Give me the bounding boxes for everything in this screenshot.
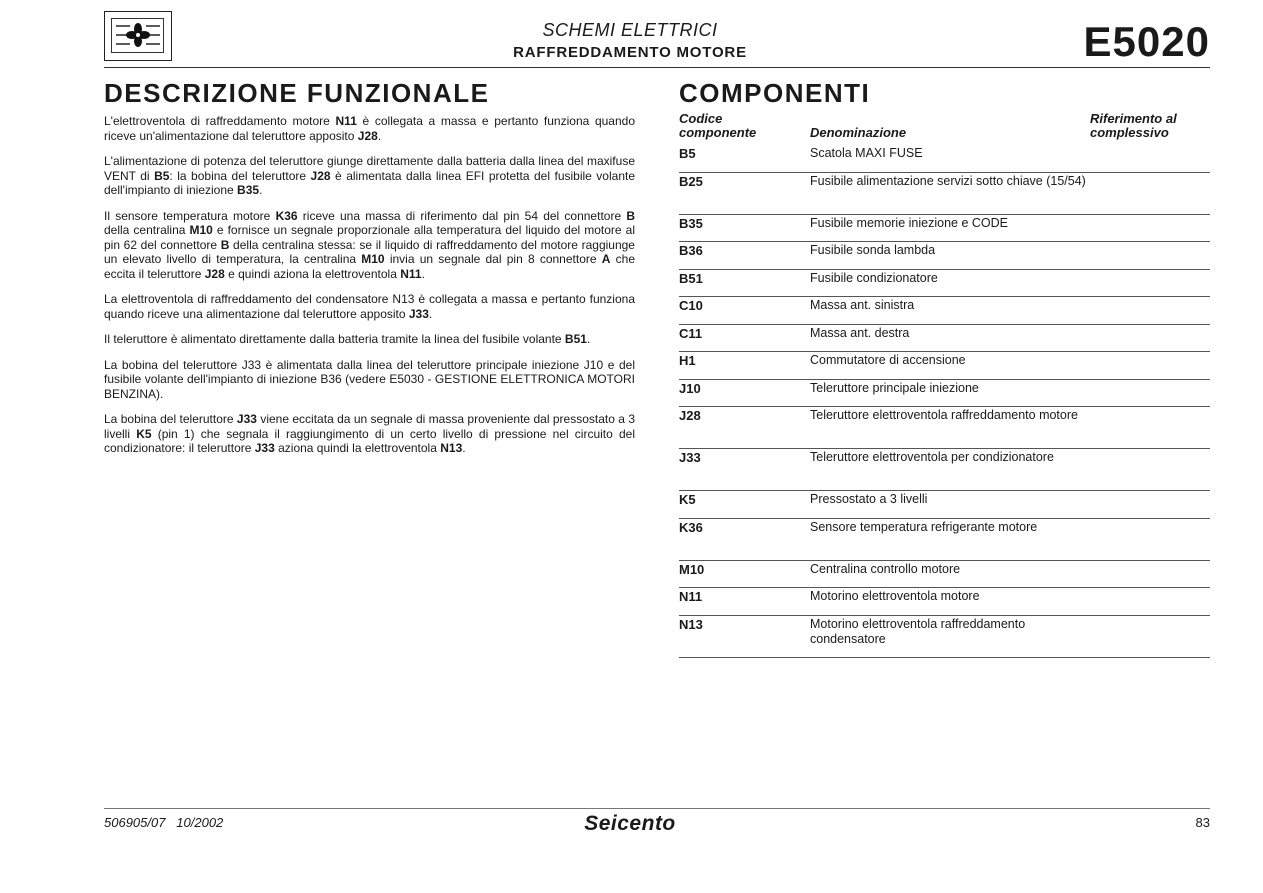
component-code: B36 xyxy=(679,243,703,258)
document-subtitle: RAFFREDDAMENTO MOTORE xyxy=(513,44,747,61)
fan-logo-icon xyxy=(104,11,172,61)
components-heading: COMPONENTI xyxy=(679,78,871,108)
component-code: N11 xyxy=(679,589,703,604)
component-name: Motorino elettroventola motore xyxy=(810,589,980,603)
brand-logo: Seicento xyxy=(584,812,676,835)
description-paragraph: L'alimentazione di potenza del teleruttore giunge direttamente dalla batteria dalla linea del maxifuse VENT di B5: la bobina del teleruttore J28 è alimentata dalla linea EFI protetta del fusibile volante dell'impianto di iniezione B35. xyxy=(104,154,636,197)
table-row xyxy=(679,324,1210,353)
component-name: Fusibile memorie iniezione e CODE xyxy=(810,215,1008,230)
footer-divider xyxy=(104,808,1210,809)
table-row xyxy=(679,269,1210,298)
column-header-reference: Riferimento al complessivo xyxy=(1090,111,1177,140)
component-name: Massa ant. sinistra xyxy=(810,298,915,312)
description-paragraph: L'elettroventola di raffreddamento motore N11 è collegata a massa e pertanto funziona quando riceve un'alimentazione dal teleruttore apposito J28. xyxy=(104,114,635,143)
table-row xyxy=(679,615,1210,658)
component-name: Fusibile condizionatore xyxy=(810,270,938,285)
table-row xyxy=(679,448,1210,491)
component-code: C10 xyxy=(679,298,703,313)
component-name: Pressostato a 3 livelli xyxy=(810,492,928,506)
table-row xyxy=(679,406,1210,449)
component-code: J33 xyxy=(679,450,701,465)
header-divider xyxy=(104,67,1210,68)
component-code: N13 xyxy=(679,616,703,632)
component-code: K5 xyxy=(679,492,696,507)
component-code: J28 xyxy=(679,408,701,423)
description-paragraph: Il sensore temperatura motore K36 riceve una massa di riferimento dal pin 54 del connettore B della centralina M10 e fornisce un segnale proporzionale alla temperatura del liquido del motore al pin 62 del connettore B della centralina stessa: se il liquido di raffreddamento del motore raggiunge un elevato livello di temperatura, la centralina M10 invia un segnale dal pin 8 connettore A che eccita il teleruttore J28 e quindi aziona la elettroventola N11. xyxy=(104,208,635,281)
component-name: Teleruttore elettroventola per condizionatore xyxy=(810,450,1054,464)
table-row xyxy=(679,351,1210,380)
table-row xyxy=(679,296,1210,325)
component-name: Teleruttore principale iniezione xyxy=(810,380,979,395)
description-heading: DESCRIZIONE FUNZIONALE xyxy=(104,78,490,108)
component-code: C11 xyxy=(679,325,703,341)
table-row xyxy=(679,560,1210,589)
component-code: K36 xyxy=(679,519,703,535)
table-row xyxy=(679,241,1210,270)
table-row xyxy=(679,172,1210,215)
description-body xyxy=(104,114,635,467)
section-code: E5020 xyxy=(1083,18,1210,65)
component-code: B5 xyxy=(679,146,696,161)
table-row xyxy=(679,518,1210,561)
component-name: Teleruttore elettroventola raffreddamento motore xyxy=(810,408,1078,422)
table-row xyxy=(679,144,1210,173)
doc-date: 10/2002 xyxy=(176,815,224,830)
component-name: Centralina controllo motore xyxy=(810,561,961,576)
component-name: Massa ant. destra xyxy=(810,325,910,340)
table-row xyxy=(679,379,1210,408)
component-code: B35 xyxy=(679,215,703,231)
component-name: Motorino elettroventola raffreddamento condensatore xyxy=(810,616,1026,646)
description-paragraph: La bobina del teleruttore J33 viene eccitata da un segnale di massa proveniente dal pressostato a 3 livelli K5 (pin 1) che segnala il raggiungimento di un certo livello di pressione nel circuito del condizionatore: il teleruttore J33 aziona quindi la elettroventola N13. xyxy=(104,412,635,455)
component-code: H1 xyxy=(679,353,696,368)
description-paragraph: La elettroventola di raffreddamento del condensatore N13 è collegata a massa e pertanto funziona quando riceve una alimentazione dal teleruttore apposito J33. xyxy=(104,292,635,321)
component-name: Sensore temperatura refrigerante motore xyxy=(810,519,1038,534)
description-paragraph: Il teleruttore è alimentato direttamente dalla batteria tramite la linea del fusibile volante B51. xyxy=(104,332,591,346)
page-number: 83 xyxy=(1195,815,1210,830)
document-title: SCHEMI ELETTRICI xyxy=(542,20,718,40)
component-name: Fusibile sonda lambda xyxy=(810,243,936,257)
table-row xyxy=(679,214,1210,243)
column-header-name: Denominazione xyxy=(810,125,907,140)
radiator-fan-icon xyxy=(111,18,164,53)
component-code: B51 xyxy=(679,270,703,286)
component-name: Commutatore di accensione xyxy=(810,353,966,367)
column-header-code: Codice componente xyxy=(679,111,757,140)
table-row xyxy=(679,490,1210,519)
component-code: B25 xyxy=(679,173,703,189)
component-code: J10 xyxy=(679,380,701,396)
description-paragraph: La bobina del teleruttore J33 è alimentata dalla linea del teleruttore principale iniezione J10 e del fusibile volante dell'impianto di iniezione B36 (vedere E5030 - GESTIONE ELETTRONICA MOTORI BENZINA). xyxy=(104,357,635,401)
component-code: M10 xyxy=(679,561,705,577)
footer-doc-info xyxy=(104,815,223,830)
component-name: Scatola MAXI FUSE xyxy=(810,146,923,160)
component-name: Fusibile alimentazione servizi sotto chiave (15/54) xyxy=(810,173,1086,188)
doc-number: 506905/07 xyxy=(104,815,166,830)
table-row xyxy=(679,587,1210,616)
